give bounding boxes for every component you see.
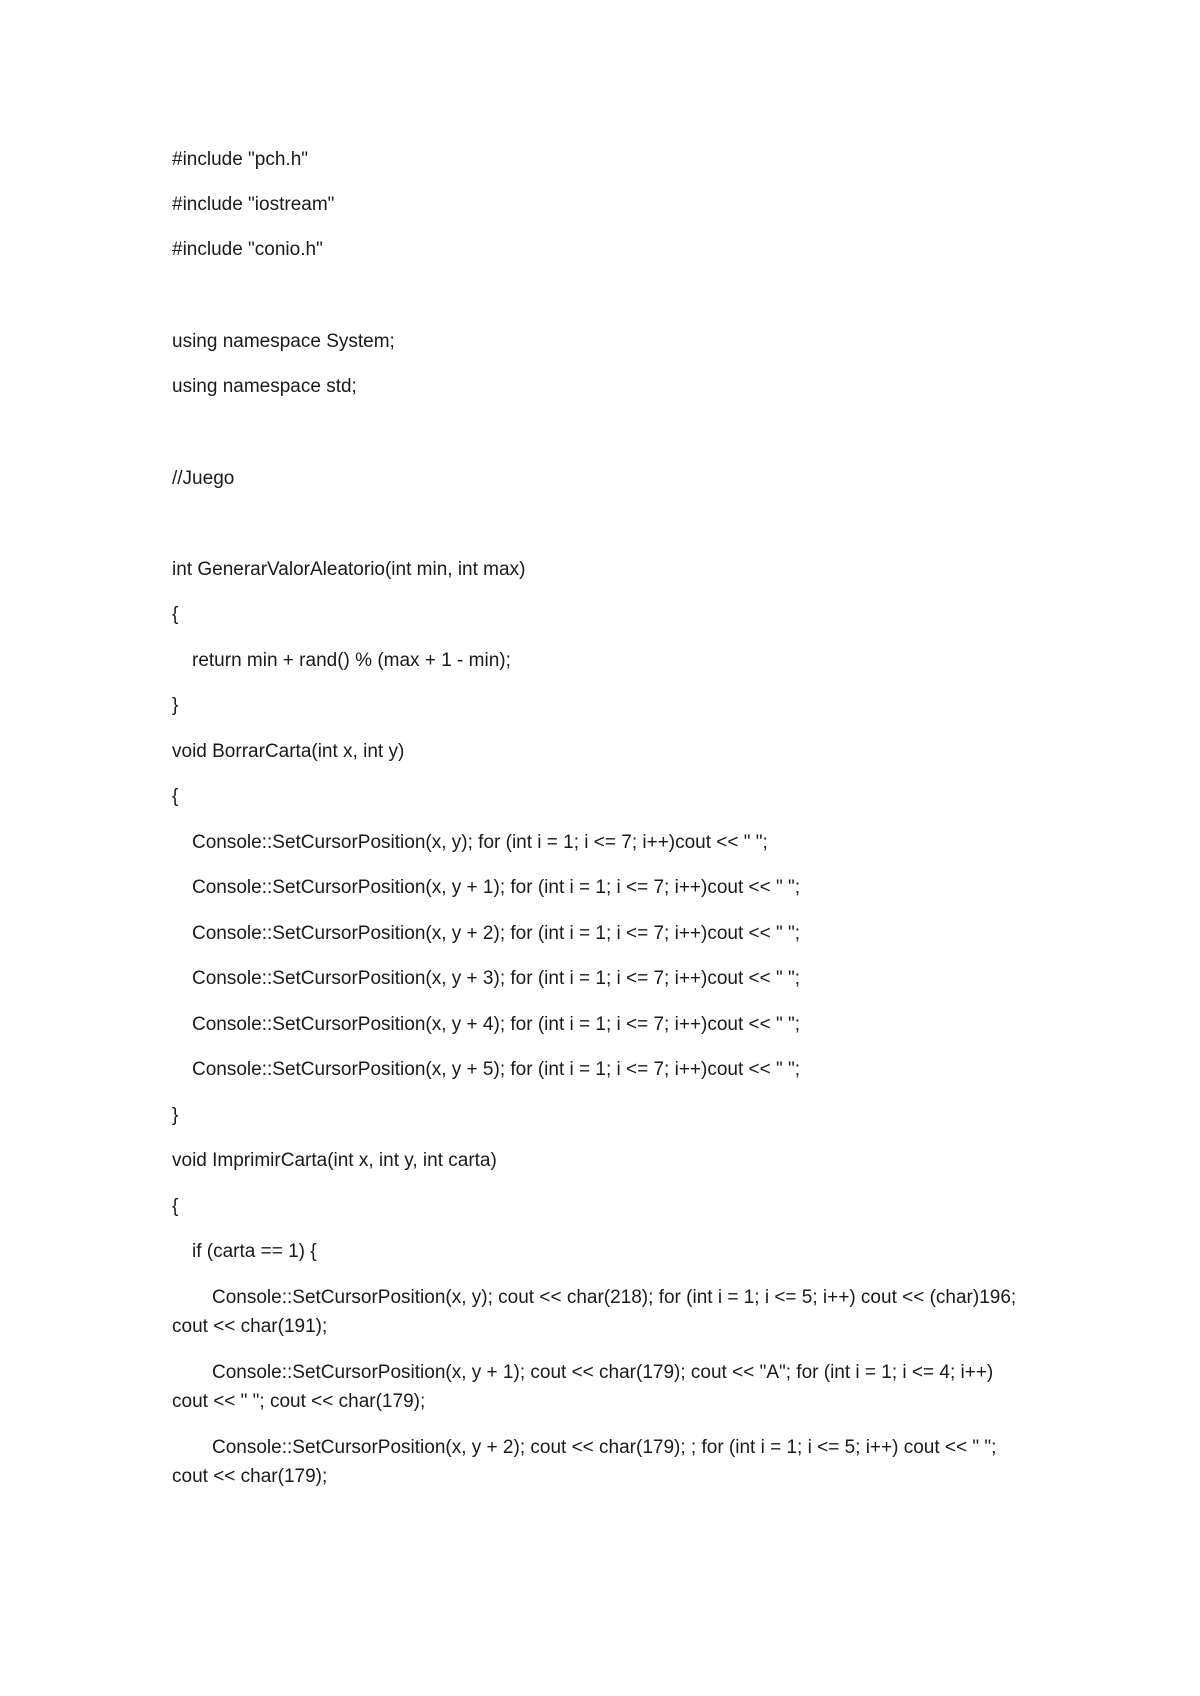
code-line: using namespace System; (172, 331, 395, 352)
code-line: if (carta == 1) { (192, 1241, 317, 1262)
code-line: Console::SetCursorPosition(x, y + 1); cout << char(179); cout << "A"; for (int i = 1; i <= 4; i++) cout << " "; cout << char(179); (172, 1362, 999, 1412)
code-line: } (172, 1105, 179, 1126)
code-line: Console::SetCursorPosition(x, y + 2); cout << char(179); ; for (int i = 1; i <= 5; i++) cout << " "; cout << char(179); (172, 1437, 1002, 1487)
code-line: Console::SetCursorPosition(x, y + 5); for (int i = 1; i <= 7; i++)cout << " "; (192, 1059, 801, 1080)
function-signature: void ImprimirCarta(int x, int y, int carta) (172, 1150, 497, 1171)
code-line: Console::SetCursorPosition(x, y + 4); for (int i = 1; i <= 7; i++)cout << " "; (192, 1014, 801, 1035)
code-line: #include "pch.h" (172, 149, 309, 170)
code-comment: //Juego (172, 468, 235, 489)
code-line: Console::SetCursorPosition(x, y + 2); for (int i = 1; i <= 7; i++)cout << " "; (192, 923, 801, 944)
code-line: Console::SetCursorPosition(x, y); for (int i = 1; i <= 7; i++)cout << " "; (192, 832, 768, 853)
code-line: { (172, 604, 179, 625)
code-line: { (172, 1196, 179, 1217)
code-line: #include "conio.h" (172, 239, 323, 260)
code-line: Console::SetCursorPosition(x, y + 1); for (int i = 1; i <= 7; i++)cout << " "; (192, 877, 801, 898)
code-line: using namespace std; (172, 376, 357, 397)
code-line: #include "iostream" (172, 194, 335, 215)
function-signature: int GenerarValorAleatorio(int min, int max) (172, 559, 526, 580)
code-line: } (172, 695, 179, 716)
code-line: Console::SetCursorPosition(x, y + 3); for (int i = 1; i <= 7; i++)cout << " "; (192, 968, 801, 989)
function-signature: void BorrarCarta(int x, int y) (172, 741, 405, 762)
code-line: return min + rand() % (max + 1 - min); (192, 650, 511, 671)
code-line: Console::SetCursorPosition(x, y); cout << char(218); for (int i = 1; i <= 5; i++) cout << (char)196; cout << char(191); (172, 1287, 1022, 1337)
code-line: { (172, 786, 179, 807)
